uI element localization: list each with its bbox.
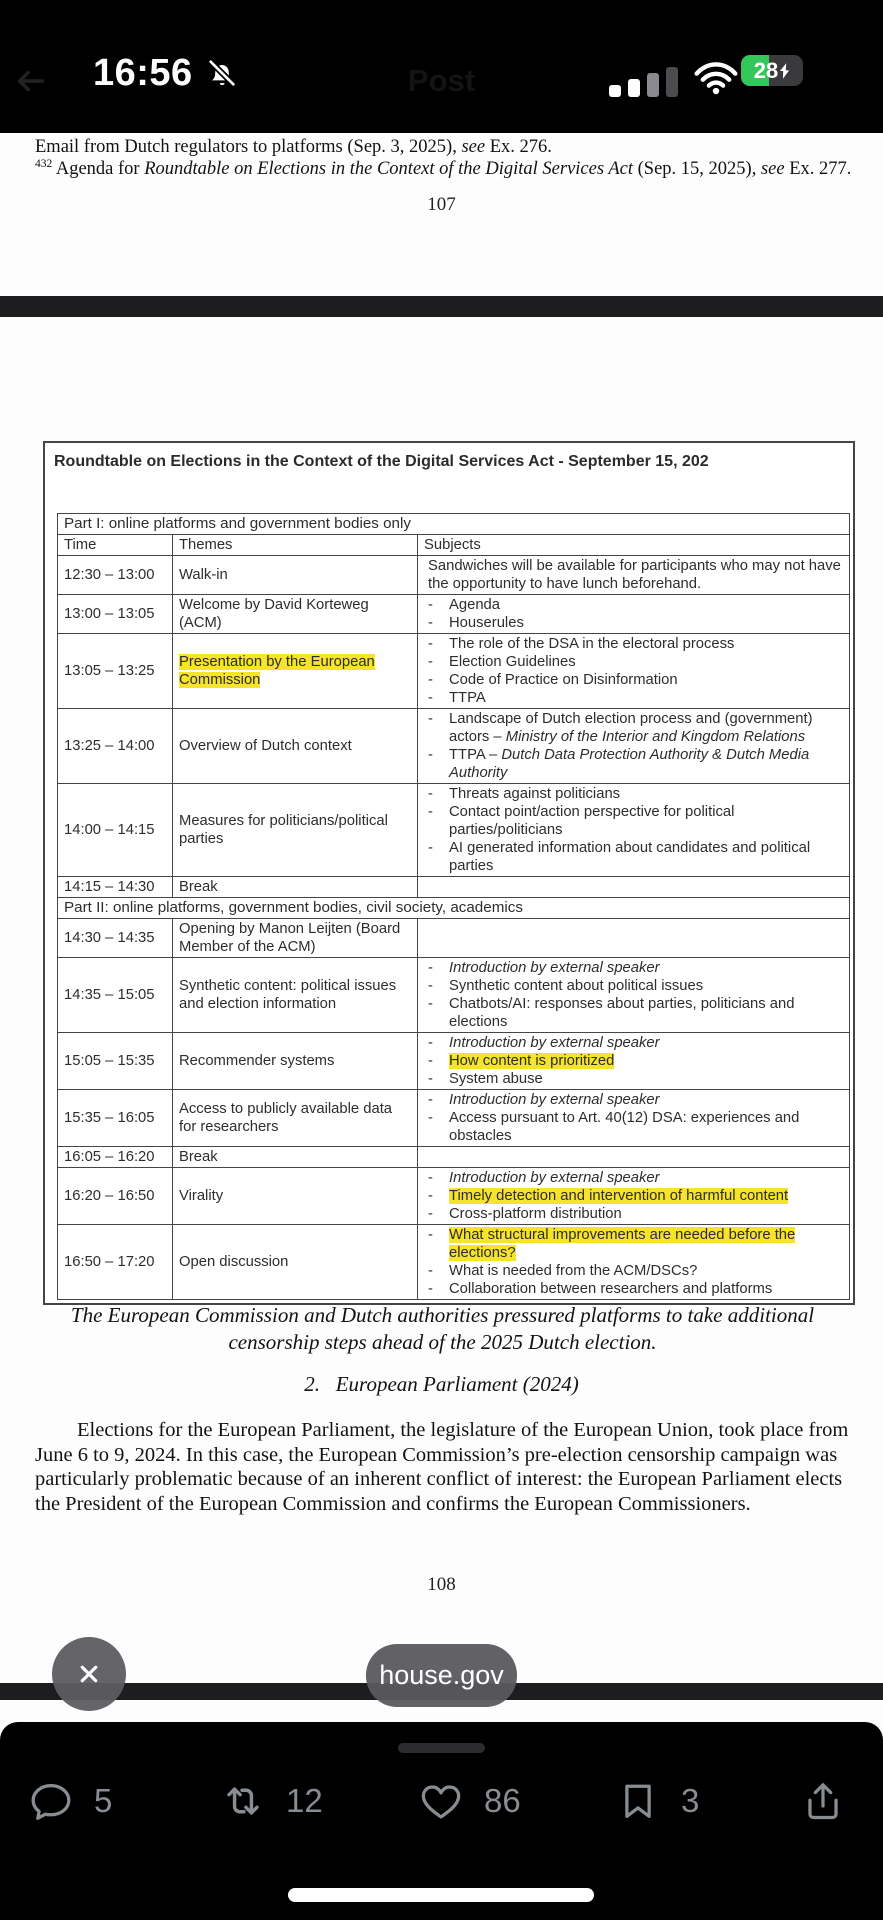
- text-run: Introduction by external speaker: [449, 1170, 660, 1186]
- agenda-section-header: Part II: online platforms, government bodies, civil society, academics: [58, 898, 850, 919]
- bullet-marker: -: [428, 1227, 433, 1243]
- bullet-text: [449, 1205, 845, 1223]
- agenda-row: [58, 595, 850, 634]
- share-icon: [800, 1778, 846, 1824]
- subject-bullet: [428, 689, 845, 707]
- theme-cell: [173, 1033, 418, 1090]
- text-run: Ministry of the Interior and Kingdom Relations: [505, 729, 806, 745]
- agenda-row: [58, 556, 850, 595]
- drag-handle[interactable]: [398, 1743, 485, 1753]
- text-run: see: [461, 137, 486, 157]
- text-run: Contact point/action perspective for political parties/politicians: [449, 804, 735, 838]
- bullet-marker: -: [428, 1071, 433, 1087]
- bullet-text: [449, 1034, 845, 1052]
- subject-bullet: [428, 1187, 845, 1205]
- subject-bullet: [428, 1091, 845, 1109]
- bullet-text: [449, 1109, 845, 1145]
- text-run: AI generated information about candidates and political parties: [449, 840, 811, 874]
- subject-bullet: [428, 959, 845, 977]
- text-run: Break: [179, 879, 218, 895]
- text-run: Introduction by external speaker: [449, 1035, 660, 1051]
- bullet-text: [449, 1052, 845, 1070]
- bullet-text: [449, 1280, 845, 1298]
- text-run: TTPA: [449, 690, 486, 706]
- bullet-marker: -: [428, 711, 433, 727]
- time-cell: 14:35 – 15:05: [58, 958, 173, 1033]
- subject-bullet: [428, 1034, 845, 1052]
- section-heading: 2. European Parliament (2024): [304, 1372, 579, 1396]
- subjects-cell: [418, 958, 850, 1033]
- agenda-row: [58, 1033, 850, 1090]
- theme-cell: [173, 784, 418, 877]
- text-run: Houserules: [449, 615, 524, 631]
- reply-count: 5: [94, 1782, 113, 1819]
- bullet-marker: -: [428, 978, 433, 994]
- like-icon: [418, 1778, 464, 1824]
- text-run: Presentation by the European Commission: [179, 654, 375, 688]
- battery-percent: 28: [753, 57, 779, 83]
- figure-caption: The European Commission and Dutch authorities pressured platforms to take additional censorship steps ahead of the 2025 Dutch election.: [70, 1303, 815, 1354]
- theme-cell: [173, 1168, 418, 1225]
- subject-bullet: [428, 839, 845, 875]
- text-run: Recommender systems: [179, 1053, 335, 1069]
- time-cell: 16:05 – 16:20: [58, 1147, 173, 1168]
- share-button[interactable]: [800, 1778, 846, 1824]
- subject-sentence: [428, 557, 845, 593]
- bullet-text: [449, 1226, 845, 1262]
- text-run: Code of Practice on Disinformation: [449, 672, 678, 688]
- close-button[interactable]: [52, 1637, 126, 1711]
- agenda-column-header: Themes: [173, 535, 418, 556]
- bullet-text: [449, 746, 845, 782]
- text-run: Landscape of Dutch election process and (government) actors –: [449, 711, 813, 745]
- agenda-row: [58, 709, 850, 784]
- subjects-cell: [418, 784, 850, 877]
- text-run: Collaboration between researchers and platforms: [449, 1281, 773, 1297]
- bullet-marker: -: [428, 747, 433, 763]
- reply-icon: [28, 1778, 74, 1824]
- bullet-marker: -: [428, 1035, 433, 1051]
- repost-icon: [220, 1778, 266, 1824]
- text-run: Ex. 277.: [784, 159, 852, 179]
- subject-bullet: [428, 596, 845, 614]
- text-run: What structural improvements are needed before the elections?: [449, 1227, 796, 1261]
- bookmark-count: 3: [681, 1782, 700, 1819]
- page-number-107: 107: [427, 194, 456, 215]
- text-run: Opening by Manon Leijten (Board Member of the ACM): [179, 921, 401, 955]
- repost-button[interactable]: [220, 1778, 323, 1824]
- bullet-marker: -: [428, 672, 433, 688]
- subject-bullet: [428, 1280, 845, 1298]
- time-cell: 14:00 – 14:15: [58, 784, 173, 877]
- footnotes-block: [35, 136, 853, 180]
- bullet-text: [449, 977, 845, 995]
- text-run: Overview of Dutch context: [179, 738, 352, 754]
- bullet-marker: -: [428, 654, 433, 670]
- agenda-row: [58, 958, 850, 1033]
- subject-bullet: [428, 1052, 845, 1070]
- agenda-table: [57, 513, 850, 1300]
- bullet-marker: -: [428, 1281, 433, 1297]
- theme-cell: [173, 1090, 418, 1147]
- text-run: TTPA –: [449, 747, 502, 763]
- bullet-text: [449, 995, 845, 1031]
- subjects-cell: [418, 1090, 850, 1147]
- subjects-cell: [418, 1033, 850, 1090]
- bullet-marker: -: [428, 1110, 433, 1126]
- agenda-row: [58, 1147, 850, 1168]
- text-run: Welcome by David Korteweg (ACM): [179, 597, 369, 631]
- agenda-row: [58, 877, 850, 898]
- subject-bullet: [428, 995, 845, 1031]
- bullet-marker: -: [428, 1206, 433, 1222]
- text-run: The role of the DSA in the electoral process: [449, 636, 735, 652]
- status-nav-header: [0, 0, 883, 133]
- text-run: Walk-in: [179, 567, 228, 583]
- text-run: Election Guidelines: [449, 654, 576, 670]
- subject-bullet: [428, 671, 845, 689]
- text-run: Agenda: [449, 597, 501, 613]
- text-run: see: [760, 159, 785, 179]
- agenda-row: [58, 634, 850, 709]
- subject-bullet: [428, 746, 845, 782]
- text-run: Synthetic content: political issues and election information: [179, 978, 397, 1012]
- theme-cell: [173, 709, 418, 784]
- battery-indicator: [741, 55, 803, 86]
- agenda-title: Roundtable on Elections in the Context of the Digital Services Act - September 15, 202: [54, 453, 709, 470]
- time-cell: 14:15 – 14:30: [58, 877, 173, 898]
- text-run: Chatbots/AI: responses about parties, politicians and elections: [449, 996, 795, 1030]
- text-run: Introduction by external speaker: [449, 1092, 660, 1108]
- agenda-row: [58, 1090, 850, 1147]
- text-run: How content is prioritized: [449, 1053, 615, 1069]
- subject-bullet: [428, 710, 845, 746]
- subject-bullet: [428, 1205, 845, 1223]
- like-button[interactable]: [418, 1778, 521, 1824]
- theme-cell: [173, 1147, 418, 1168]
- text-run: Threats against politicians: [449, 786, 621, 802]
- subject-bullet: [428, 977, 845, 995]
- text-run: What is needed from the ACM/DSCs?: [449, 1263, 698, 1279]
- subject-bullet: [428, 1070, 845, 1088]
- subjects-cell: [418, 556, 850, 595]
- bullet-marker: -: [428, 597, 433, 613]
- agenda-row: [58, 784, 850, 877]
- bullet-marker: -: [428, 996, 433, 1012]
- bullet-text: [449, 614, 845, 632]
- bullet-marker: -: [428, 636, 433, 652]
- bullet-marker: -: [428, 1170, 433, 1186]
- bottom-action-sheet: [0, 1722, 883, 1920]
- agenda-section-header: Part I: online platforms and government bodies only: [58, 514, 850, 535]
- bullet-text: [449, 1091, 845, 1109]
- time-cell: 16:50 – 17:20: [58, 1225, 173, 1300]
- theme-cell: [173, 919, 418, 958]
- time-cell: 14:30 – 14:35: [58, 919, 173, 958]
- text-run: Break: [179, 1149, 218, 1165]
- bullet-marker: -: [428, 786, 433, 802]
- bullet-marker: -: [428, 1263, 433, 1279]
- text-run: (Sep. 15, 2025),: [633, 159, 761, 179]
- agenda-column-header: Subjects: [418, 535, 850, 556]
- theme-cell: [173, 1225, 418, 1300]
- text-run: 432: [35, 157, 53, 170]
- source-domain-label: house.gov: [379, 1660, 504, 1690]
- time-cell: 12:30 – 13:00: [58, 556, 173, 595]
- text-run: Measures for politicians/political parties: [179, 813, 388, 847]
- bullet-marker: -: [428, 690, 433, 706]
- text-run: Access to publicly available data for researchers: [179, 1101, 393, 1135]
- bullet-text: [449, 1169, 845, 1187]
- text-run: Dutch Data Protection Authority & Dutch Media Authority: [449, 747, 810, 781]
- bullet-text: [449, 710, 845, 746]
- theme-cell: [173, 556, 418, 595]
- theme-cell: [173, 958, 418, 1033]
- bullet-text: [449, 785, 845, 803]
- text-run: Introduction by external speaker: [449, 960, 660, 976]
- page-break-band: [0, 296, 883, 317]
- bullet-marker: -: [428, 1053, 433, 1069]
- footnote-line: [35, 158, 853, 180]
- subjects-cell: [418, 1147, 850, 1168]
- subjects-cell: [418, 634, 850, 709]
- bullet-text: [449, 689, 845, 707]
- bullet-marker: -: [428, 1188, 433, 1204]
- bullet-marker: -: [428, 804, 433, 820]
- bullet-marker: -: [428, 615, 433, 631]
- subject-bullet: [428, 1169, 845, 1187]
- close-icon: [71, 1656, 107, 1692]
- text-run: Sandwiches will be available for participants who may not have the opportunity to have lunch beforehand.: [428, 558, 841, 592]
- charging-bolt-icon: [779, 63, 790, 79]
- time-cell: 13:00 – 13:05: [58, 595, 173, 634]
- bullet-text: [449, 596, 845, 614]
- text-run: Agenda for: [52, 159, 145, 179]
- source-domain-pill[interactable]: [366, 1644, 517, 1707]
- bullet-text: [449, 1187, 845, 1205]
- time-cell: 13:25 – 14:00: [58, 709, 173, 784]
- status-clock: 16:56: [93, 52, 193, 94]
- agenda-figure: [43, 441, 855, 1305]
- bookmark-icon: [615, 1778, 661, 1824]
- text-run: System abuse: [449, 1071, 543, 1087]
- text-run: Access pursuant to Art. 40(12) DSA: experiences and obstacles: [449, 1110, 800, 1144]
- bullet-text: [449, 803, 845, 839]
- subject-bullet: [428, 614, 845, 632]
- bullet-text: [449, 653, 845, 671]
- agenda-column-header: Time: [58, 535, 173, 556]
- bookmark-button[interactable]: [615, 1778, 699, 1824]
- repost-count: 12: [286, 1782, 323, 1819]
- bullet-marker: -: [428, 1092, 433, 1108]
- text-run: Synthetic content about political issues: [449, 978, 704, 994]
- text-run: Timely detection and intervention of harmful content: [449, 1188, 789, 1204]
- agenda-row: [58, 1168, 850, 1225]
- subjects-cell: [418, 877, 850, 898]
- page-number-108: 108: [427, 1574, 456, 1595]
- wifi-icon: [694, 60, 738, 96]
- subject-bullet: [428, 1262, 845, 1280]
- text-run: Ex. 276.: [485, 137, 552, 157]
- theme-cell: [173, 595, 418, 634]
- text-run: Cross-platform distribution: [449, 1206, 622, 1222]
- footnote-line: [35, 136, 853, 158]
- bullet-text: [449, 839, 845, 875]
- time-cell: 15:35 – 16:05: [58, 1090, 173, 1147]
- time-cell: 13:05 – 13:25: [58, 634, 173, 709]
- subject-bullet: [428, 653, 845, 671]
- text-run: Open discussion: [179, 1254, 289, 1270]
- text-run: Virality: [179, 1188, 224, 1204]
- subjects-cell: [418, 1168, 850, 1225]
- subject-bullet: [428, 803, 845, 839]
- bullet-text: [449, 959, 845, 977]
- bullet-text: [449, 671, 845, 689]
- theme-cell: [173, 877, 418, 898]
- subject-bullet: [428, 1226, 845, 1262]
- time-cell: 16:20 – 16:50: [58, 1168, 173, 1225]
- like-count: 86: [484, 1782, 521, 1819]
- home-indicator[interactable]: [288, 1888, 594, 1902]
- cell-signal-icon: [609, 66, 685, 97]
- bullet-text: [449, 1262, 845, 1280]
- agenda-row: [58, 919, 850, 958]
- time-cell: 15:05 – 15:35: [58, 1033, 173, 1090]
- theme-cell: [173, 634, 418, 709]
- subject-bullet: [428, 635, 845, 653]
- bullet-text: [449, 635, 845, 653]
- nav-title: Post: [407, 63, 476, 98]
- bullet-marker: -: [428, 840, 433, 856]
- bullet-marker: -: [428, 960, 433, 976]
- subject-bullet: [428, 785, 845, 803]
- agenda-row: [58, 1225, 850, 1300]
- subjects-cell: [418, 919, 850, 958]
- subjects-cell: [418, 1225, 850, 1300]
- bullet-text: [449, 1070, 845, 1088]
- subjects-cell: [418, 595, 850, 634]
- subject-bullet: [428, 1109, 845, 1145]
- reply-button[interactable]: [28, 1778, 112, 1824]
- text-run: Roundtable on Elections in the Context of the Digital Services Act: [144, 159, 633, 179]
- subjects-cell: [418, 709, 850, 784]
- text-run: Email from Dutch regulators to platforms (Sep. 3, 2025),: [35, 137, 462, 157]
- body-paragraph: Elections for the European Parliament, the legislature of the European Union, took place from June 6 to 9, 2024. In this case, the European Commission’s pre-election censorship campaign was particularly problematic because of an inherent conflict of interest: the European Parliament elects the President of the European Commission and confirms the European Commissioners.: [35, 1419, 849, 1515]
